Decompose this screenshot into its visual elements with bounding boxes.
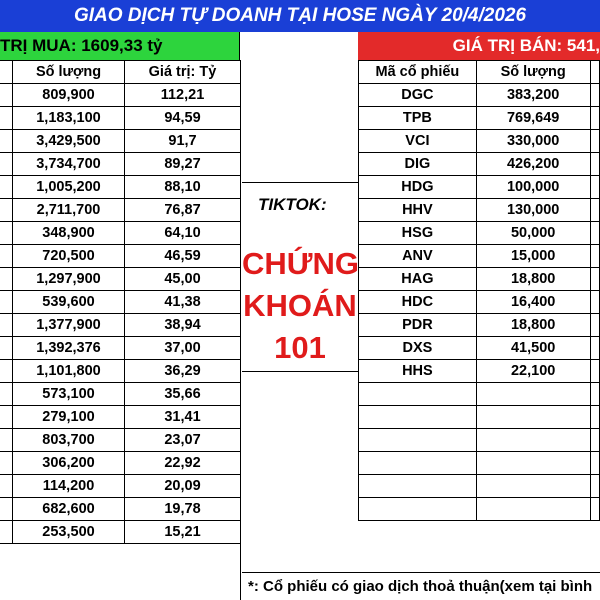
buy-cell-value: 88,10 <box>125 176 241 199</box>
buy-row <box>0 475 241 498</box>
brand-line-2: KHOÁN <box>243 288 357 323</box>
buy-cell-value: 19,78 <box>125 498 241 521</box>
buy-cell-qty: 306,200 <box>13 452 125 475</box>
buy-cell-code <box>0 107 13 130</box>
buy-row <box>0 521 241 544</box>
buy-cell-code <box>0 291 13 314</box>
buy-cell-qty: 809,900 <box>13 84 125 107</box>
buy-row <box>0 130 241 153</box>
sell-cell-extra <box>590 222 599 245</box>
buy-cell-qty: 114,200 <box>13 475 125 498</box>
buy-cell-code <box>0 521 13 544</box>
buy-cell-code <box>0 498 13 521</box>
buy-cell-value: 23,07 <box>125 429 241 452</box>
buy-row <box>0 452 241 475</box>
buy-cell-code <box>0 130 13 153</box>
sell-cell-code <box>359 383 477 406</box>
sell-cell-extra <box>590 475 599 498</box>
sell-row <box>359 383 600 406</box>
buy-row <box>0 84 241 107</box>
sell-header-row <box>359 61 600 84</box>
sell-cell-code <box>359 429 477 452</box>
sell-row <box>359 498 600 521</box>
buy-cell-value: 41,38 <box>125 291 241 314</box>
sell-cell-extra <box>590 291 599 314</box>
sell-cell-extra <box>590 360 599 383</box>
buy-cell-qty: 1,377,900 <box>13 314 125 337</box>
sell-row <box>359 130 600 153</box>
sell-cell-code: VCI <box>359 130 477 153</box>
sell-cell-qty: 383,200 <box>476 84 590 107</box>
buy-row <box>0 199 241 222</box>
sell-cell-extra <box>590 498 599 521</box>
buy-total-header: TRỊ MUA: 1609,33 tỷ <box>0 32 240 60</box>
buy-cell-qty: 573,100 <box>13 383 125 406</box>
sell-row <box>359 291 600 314</box>
sell-cell-extra <box>590 452 599 475</box>
sell-cell-extra <box>590 153 599 176</box>
sell-cell-code: HAG <box>359 268 477 291</box>
brand-line-1: CHỨNG <box>242 246 359 281</box>
buy-cell-code <box>0 360 13 383</box>
buy-row <box>0 314 241 337</box>
sell-row <box>359 475 600 498</box>
sell-cell-qty: 41,500 <box>476 337 590 360</box>
page-title: GIAO DỊCH TỰ DOANH TẠI HOSE NGÀY 20/4/2026 <box>0 0 600 32</box>
sell-cell-code: TPB <box>359 107 477 130</box>
buy-cell-qty: 803,700 <box>13 429 125 452</box>
buy-cell-code <box>0 245 13 268</box>
buy-header-value: Giá trị: Tỷ <box>125 61 241 84</box>
buy-row <box>0 268 241 291</box>
buy-row <box>0 291 241 314</box>
buy-row <box>0 222 241 245</box>
buy-cell-qty: 3,429,500 <box>13 130 125 153</box>
sell-cell-qty: 18,800 <box>476 268 590 291</box>
buy-cell-value: 64,10 <box>125 222 241 245</box>
sell-row <box>359 268 600 291</box>
sell-row <box>359 107 600 130</box>
sell-row <box>359 452 600 475</box>
sell-cell-qty: 330,000 <box>476 130 590 153</box>
buy-cell-value: 89,27 <box>125 153 241 176</box>
buy-table <box>0 60 241 544</box>
sell-cell-code: HDG <box>359 176 477 199</box>
sell-cell-qty: 130,000 <box>476 199 590 222</box>
sell-cell-code: HHS <box>359 360 477 383</box>
buy-header-qty: Số lượng <box>13 61 125 84</box>
sell-cell-code: HHV <box>359 199 477 222</box>
buy-cell-code <box>0 268 13 291</box>
buy-cell-code <box>0 84 13 107</box>
sell-cell-code: DIG <box>359 153 477 176</box>
sell-cell-code: ANV <box>359 245 477 268</box>
sell-cell-qty: 15,000 <box>476 245 590 268</box>
sell-header-extra <box>590 61 599 84</box>
buy-cell-code <box>0 452 13 475</box>
buy-cell-qty: 1,297,900 <box>13 268 125 291</box>
buy-cell-code <box>0 429 13 452</box>
buy-cell-qty: 3,734,700 <box>13 153 125 176</box>
buy-cell-value: 22,92 <box>125 452 241 475</box>
buy-row <box>0 245 241 268</box>
sell-cell-qty <box>476 406 590 429</box>
buy-cell-value: 36,29 <box>125 360 241 383</box>
buy-cell-qty: 720,500 <box>13 245 125 268</box>
sell-cell-extra <box>590 107 599 130</box>
sell-header-qty: Số lượng <box>476 61 590 84</box>
buy-cell-code <box>0 176 13 199</box>
sell-cell-code: DXS <box>359 337 477 360</box>
buy-row <box>0 153 241 176</box>
sell-cell-qty: 18,800 <box>476 314 590 337</box>
buy-row <box>0 107 241 130</box>
sell-cell-code: HSG <box>359 222 477 245</box>
sell-cell-code <box>359 475 477 498</box>
buy-cell-qty: 348,900 <box>13 222 125 245</box>
buy-row <box>0 383 241 406</box>
sell-cell-extra <box>590 268 599 291</box>
sell-cell-qty: 50,000 <box>476 222 590 245</box>
buy-cell-value: 15,21 <box>125 521 241 544</box>
sell-cell-code: DGC <box>359 84 477 107</box>
buy-cell-qty: 1,101,800 <box>13 360 125 383</box>
middle-left-border <box>240 60 241 600</box>
sell-cell-qty: 22,100 <box>476 360 590 383</box>
buy-cell-qty: 2,711,700 <box>13 199 125 222</box>
sell-row <box>359 429 600 452</box>
buy-header-cell-code <box>0 61 13 84</box>
buy-cell-code <box>0 199 13 222</box>
sell-row <box>359 222 600 245</box>
brand-line-3: 101 <box>274 330 326 365</box>
sell-cell-code <box>359 452 477 475</box>
sell-row <box>359 406 600 429</box>
sell-row <box>359 176 600 199</box>
sell-header-code: Mã cổ phiếu <box>359 61 477 84</box>
sell-cell-extra <box>590 429 599 452</box>
buy-cell-qty: 1,183,100 <box>13 107 125 130</box>
brand-text <box>242 243 358 369</box>
sell-cell-qty: 16,400 <box>476 291 590 314</box>
sell-cell-qty <box>476 498 590 521</box>
buy-cell-value: 38,94 <box>125 314 241 337</box>
sell-cell-extra <box>590 314 599 337</box>
buy-cell-qty: 682,600 <box>13 498 125 521</box>
sell-cell-extra <box>590 176 599 199</box>
sell-cell-qty <box>476 429 590 452</box>
buy-cell-qty: 539,600 <box>13 291 125 314</box>
buy-cell-value: 112,21 <box>125 84 241 107</box>
buy-row <box>0 337 241 360</box>
buy-row <box>0 360 241 383</box>
sell-row <box>359 314 600 337</box>
sell-cell-qty: 100,000 <box>476 176 590 199</box>
buy-cell-value: 35,66 <box>125 383 241 406</box>
buy-row <box>0 429 241 452</box>
buy-cell-value: 46,59 <box>125 245 241 268</box>
buy-row <box>0 176 241 199</box>
sell-cell-extra <box>590 406 599 429</box>
sell-cell-extra <box>590 337 599 360</box>
sell-cell-extra <box>590 84 599 107</box>
sell-cell-extra <box>590 383 599 406</box>
sell-cell-code <box>359 498 477 521</box>
sell-cell-extra <box>590 130 599 153</box>
buy-header-row <box>0 61 241 84</box>
buy-cell-value: 94,59 <box>125 107 241 130</box>
buy-cell-code <box>0 383 13 406</box>
sell-cell-code <box>359 406 477 429</box>
buy-cell-value: 45,00 <box>125 268 241 291</box>
buy-cell-value: 37,00 <box>125 337 241 360</box>
sell-cell-extra <box>590 245 599 268</box>
buy-cell-code <box>0 222 13 245</box>
sell-row <box>359 360 600 383</box>
tiktok-label: TIKTOK: <box>258 195 327 214</box>
sell-row <box>359 245 600 268</box>
sell-cell-extra <box>590 199 599 222</box>
sell-cell-qty <box>476 452 590 475</box>
buy-row <box>0 498 241 521</box>
footnote: *: Cổ phiếu có giao dịch thoả thuận(xem tại bình <box>242 572 600 600</box>
buy-cell-code <box>0 475 13 498</box>
sell-table <box>358 60 600 521</box>
sell-row <box>359 84 600 107</box>
buy-cell-qty: 253,500 <box>13 521 125 544</box>
buy-cell-value: 31,41 <box>125 406 241 429</box>
buy-row <box>0 406 241 429</box>
buy-cell-code <box>0 153 13 176</box>
sell-cell-code: HDC <box>359 291 477 314</box>
sell-cell-qty <box>476 475 590 498</box>
buy-cell-code <box>0 337 13 360</box>
sell-cell-qty: 426,200 <box>476 153 590 176</box>
buy-cell-qty: 1,005,200 <box>13 176 125 199</box>
buy-cell-code <box>0 406 13 429</box>
buy-cell-value: 91,7 <box>125 130 241 153</box>
sell-cell-code: PDR <box>359 314 477 337</box>
sell-row <box>359 337 600 360</box>
sell-cell-qty <box>476 383 590 406</box>
buy-cell-value: 20,09 <box>125 475 241 498</box>
buy-cell-value: 76,87 <box>125 199 241 222</box>
sell-cell-qty: 769,649 <box>476 107 590 130</box>
buy-cell-qty: 1,392,376 <box>13 337 125 360</box>
buy-cell-qty: 279,100 <box>13 406 125 429</box>
sell-row <box>359 199 600 222</box>
sell-row <box>359 153 600 176</box>
sell-total-header: GIÁ TRỊ BÁN: 541, <box>358 32 600 60</box>
buy-cell-code <box>0 314 13 337</box>
